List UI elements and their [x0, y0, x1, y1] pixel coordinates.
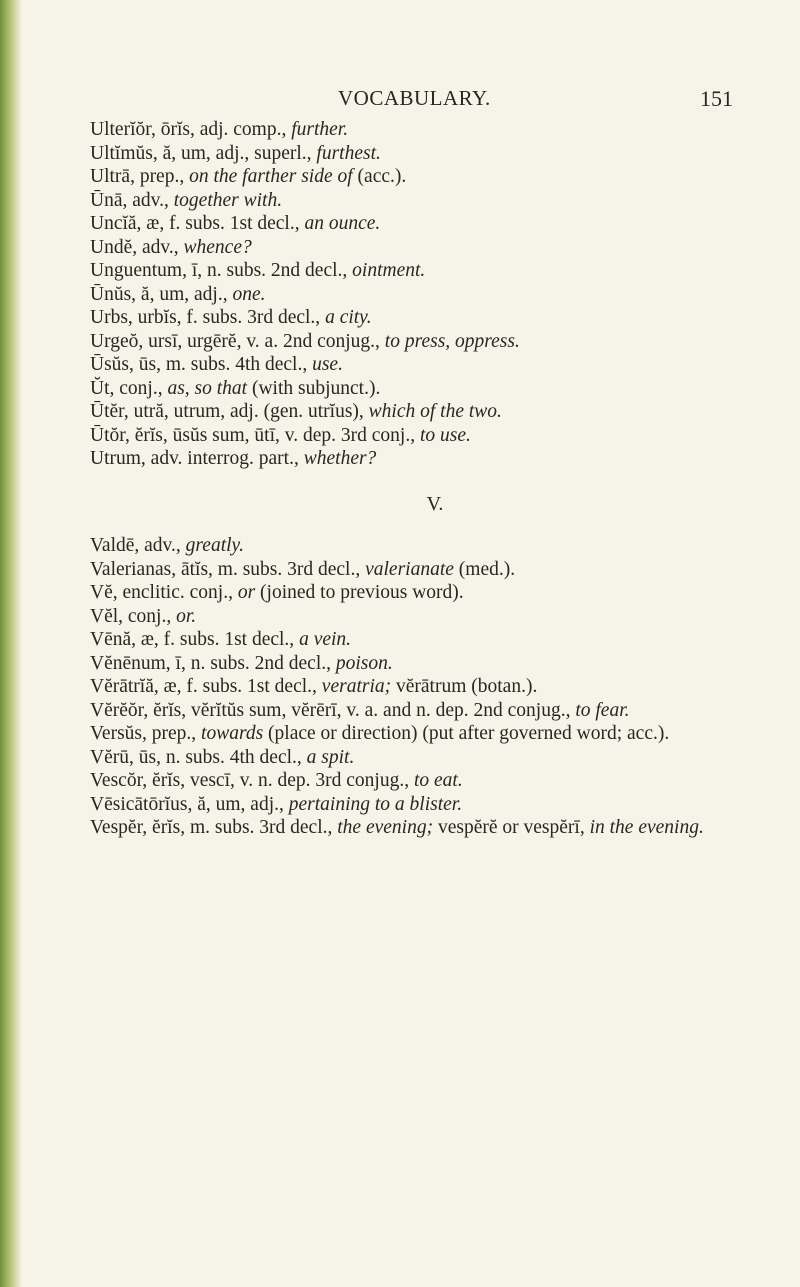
entry-text: Ūsŭs, ūs, m. subs. 4th decl., [90, 354, 313, 375]
vocabulary-entry [90, 534, 780, 558]
entry-text: Ūnā, adv., [90, 189, 174, 211]
entry-text: Ŭt, conj., [90, 377, 168, 399]
vocabulary-entry [90, 142, 780, 166]
section-heading-v: V. [426, 492, 444, 515]
entry-text: vespĕrĕ or vespĕrī, [433, 817, 590, 838]
entry-text: Vĕrātrĭă, æ, f. subs. 1st decl., [90, 676, 322, 697]
entry-gloss: a city. [325, 307, 372, 328]
vocabulary-entry [90, 330, 780, 354]
running-head: VOCABULARY. [338, 86, 491, 110]
entry-text: Vĕnēnum, ī, n. subs. 2nd decl., [90, 652, 336, 674]
vocabulary-entry [90, 424, 780, 448]
entry-text: Utrum, adv. interrog. part., [90, 448, 304, 469]
vocabulary-entry [90, 769, 780, 793]
vocabulary-entry [90, 118, 780, 142]
entry-text: Undĕ, adv., [90, 236, 184, 258]
vocabulary-entry [90, 283, 780, 307]
entry-text: Vĕ, enclitic. conj., [90, 582, 238, 603]
entry-gloss: furthest. [316, 142, 381, 164]
entry-gloss: the evening; [337, 817, 434, 838]
entries-u [90, 118, 780, 471]
entry-gloss: one. [232, 283, 266, 305]
vocabulary-entry [90, 189, 780, 213]
entry-text: (joined to previous word). [255, 582, 464, 603]
vocabulary-entry [90, 628, 780, 652]
vocabulary-entry [90, 447, 780, 471]
entry-text: vĕrātrum (botan.). [391, 676, 538, 697]
entry-gloss: poison. [335, 652, 393, 674]
entry-text: Vĕrū, ūs, n. subs. 4th decl., [90, 746, 307, 768]
vocabulary-entry [90, 605, 780, 629]
entry-gloss: veratria; [321, 676, 392, 697]
entry-text: Vescŏr, ĕrĭs, vescī, v. n. dep. 3rd conjug., [90, 770, 414, 791]
entry-text: Vespĕr, ĕrĭs, m. subs. 3rd decl., [90, 817, 338, 838]
entry-gloss: further. [291, 119, 349, 140]
entry-gloss: a vein. [299, 629, 352, 650]
entry-gloss: to use. [419, 424, 471, 446]
vocabulary-entry [90, 746, 780, 770]
vocabulary-list [90, 118, 780, 840]
entry-gloss: or. [176, 605, 197, 627]
entry-gloss: to eat. [413, 770, 463, 791]
entry-gloss: on the farther side of [189, 166, 353, 187]
vocabulary-entry [90, 793, 780, 817]
entry-text: Ūtŏr, ĕrĭs, ūsŭs sum, ūtī, v. dep. 3rd conj., [90, 424, 420, 446]
vocabulary-entry [90, 581, 780, 605]
entry-gloss: whether? [303, 448, 377, 469]
entry-text: Valdē, adv., [90, 535, 186, 556]
entry-text: Vĕl, conj., [90, 605, 177, 627]
entry-text: Ultrā, prep., [90, 166, 190, 187]
entry-text: Urgeŏ, ursī, urgērĕ, v. a. 2nd conjug., [90, 330, 385, 352]
entry-gloss: use. [312, 354, 343, 375]
vocabulary-entry [90, 236, 780, 260]
entry-text: (place or direction) (put after governed word; acc.). [263, 723, 670, 744]
vocabulary-entry [90, 212, 780, 236]
entry-gloss: towards [201, 723, 264, 744]
entry-gloss: greatly. [185, 535, 244, 556]
entry-gloss: as, so that [167, 377, 248, 399]
entry-text: Versŭs, prep., [90, 723, 202, 744]
vocabulary-entry [90, 306, 780, 330]
entry-text: Ūnŭs, ă, um, adj., [90, 283, 233, 305]
entry-text: Unguentum, ī, n. subs. 2nd decl., [90, 260, 353, 281]
vocabulary-entry [90, 165, 780, 189]
entry-gloss: which of the two. [368, 401, 502, 422]
book-spine-edge [0, 0, 22, 1287]
entries-v [90, 534, 780, 840]
entry-text: Ūtĕr, utră, utrum, adj. (gen. utrĭus), [90, 401, 369, 422]
entry-text: Uncĭă, æ, f. subs. 1st decl., [90, 213, 305, 234]
vocabulary-entry [90, 699, 780, 723]
entry-text: Vēnă, æ, f. subs. 1st decl., [90, 629, 300, 650]
vocabulary-entry [90, 259, 780, 283]
entry-gloss: valerianate [365, 558, 454, 580]
page-number: 151 [700, 86, 733, 111]
entry-text: Valerianas, ātĭs, m. subs. 3rd decl., [90, 558, 366, 580]
entry-text: Ulterĭŏr, ōrĭs, adj. comp., [90, 119, 292, 140]
vocabulary-entry [90, 652, 780, 676]
vocabulary-entry [90, 377, 780, 401]
entry-gloss: an ounce. [304, 213, 381, 234]
page-header [0, 86, 800, 116]
vocabulary-entry [90, 816, 780, 840]
vocabulary-entry [90, 675, 780, 699]
entry-text: (with subjunct.). [247, 377, 381, 399]
entry-gloss: together with. [173, 189, 283, 211]
vocabulary-entry [90, 400, 780, 424]
entry-gloss: to fear. [575, 699, 630, 721]
entry-gloss: or [237, 582, 256, 603]
entry-gloss: in the evening. [589, 817, 704, 838]
entry-gloss: whence? [183, 236, 252, 258]
entry-gloss: pertaining to a blister. [288, 793, 463, 815]
vocabulary-entry [90, 558, 780, 582]
entry-text: Vēsicātōrĭus, ă, um, adj., [90, 793, 289, 815]
entry-text: (acc.). [352, 166, 407, 187]
entry-gloss: ointment. [352, 260, 426, 281]
entry-text: Ultĭmŭs, ă, um, adj., superl., [90, 142, 317, 164]
entry-text: (med.). [453, 558, 516, 580]
entry-text: Urbs, urbĭs, f. subs. 3rd decl., [90, 307, 326, 328]
entry-gloss: to press, oppress. [384, 330, 520, 352]
vocabulary-entry [90, 353, 780, 377]
entry-text: Vĕrĕŏr, ĕrĭs, vĕrĭtŭs sum, vĕrērī, v. a. and n. dep. 2nd conjug., [90, 699, 576, 721]
entry-gloss: a spit. [306, 746, 355, 768]
vocabulary-entry [90, 722, 780, 746]
